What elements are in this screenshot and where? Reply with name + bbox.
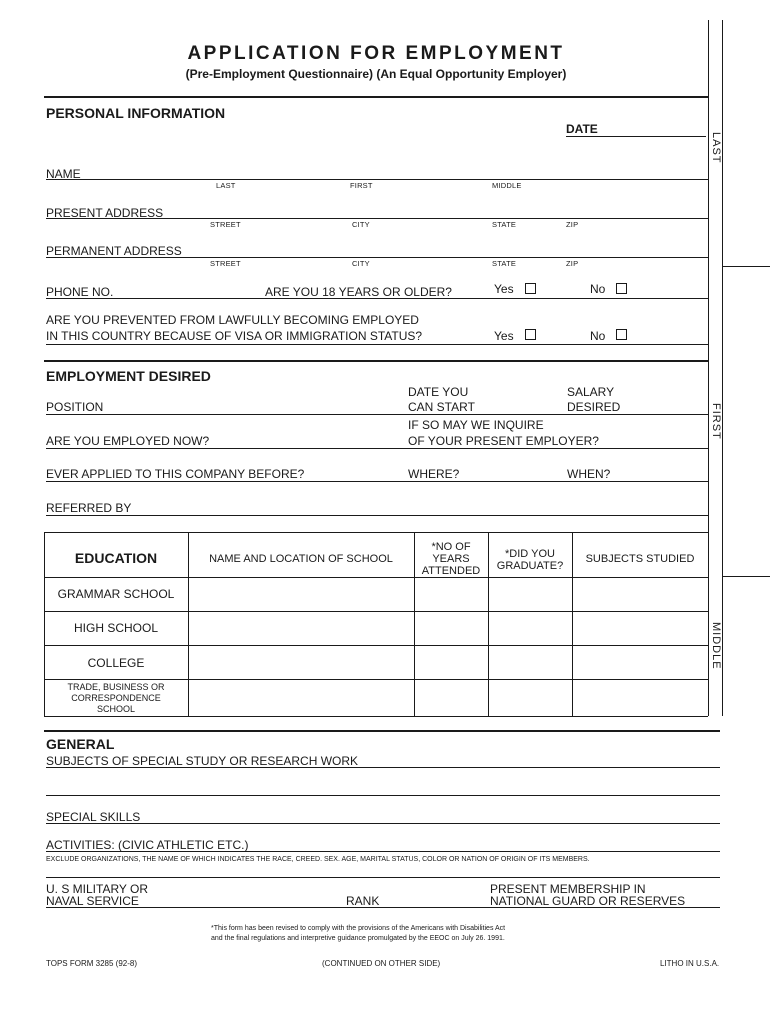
military-label-2: NAVAL SERVICE — [46, 894, 139, 908]
date-field[interactable] — [566, 136, 706, 137]
rank-label: RANK — [346, 894, 380, 908]
general-rule — [44, 730, 720, 732]
side-tab-border-right — [722, 20, 723, 716]
age-question: ARE YOU 18 YEARS OR OLDER? — [265, 285, 452, 299]
page-subtitle: (Pre-Employment Questionnaire) (An Equal Opportunity Employer) — [185, 67, 567, 81]
special-study-field[interactable] — [46, 767, 720, 768]
address-sub-state: STATE — [492, 220, 517, 229]
row-trade-3: SCHOOL — [96, 704, 135, 714]
row-grammar-school: GRAMMAR SCHOOL — [57, 587, 175, 601]
inquire-label-1: IF SO MAY WE INQUIRE — [408, 418, 544, 432]
visa-no-label: No — [590, 329, 606, 343]
guard-label-1: PRESENT MEMBERSHIP IN — [490, 882, 646, 896]
date-start-label-1: DATE YOU — [408, 385, 469, 399]
name-sub-last: LAST — [216, 181, 236, 190]
col-school-header: NAME AND LOCATION OF SCHOOL — [209, 553, 393, 565]
table-rule — [44, 716, 708, 717]
special-skills-label: SPECIAL SKILLS — [46, 810, 141, 824]
visa-yes-checkbox[interactable] — [525, 329, 536, 340]
table-rule — [44, 645, 708, 646]
permanent-address-field[interactable] — [46, 257, 708, 258]
special-study-field-2[interactable] — [46, 795, 720, 796]
activities-rule — [46, 877, 720, 878]
footnote-line2: and the final regulations and interpretive guidance promulgated by the EEOC on July 26. 1991. — [211, 935, 505, 942]
position-label: POSITION — [46, 400, 104, 414]
present-address-field[interactable] — [46, 218, 708, 219]
side-tab-first: FIRST — [710, 403, 722, 440]
age-no-label: No — [590, 282, 606, 296]
military-field[interactable] — [46, 907, 720, 908]
col-subjects-header: SUBJECTS STUDIED — [585, 553, 695, 565]
visa-question-line1: ARE YOU PREVENTED FROM LAWFULLY BECOMING EMPLOYED — [46, 313, 419, 327]
position-field[interactable] — [46, 414, 708, 415]
age-yes-checkbox[interactable] — [525, 283, 536, 294]
visa-rule — [46, 344, 708, 345]
col-graduate-header-2: GRADUATE? — [496, 560, 564, 572]
row-college: COLLEGE — [87, 656, 145, 670]
title-rule — [44, 96, 708, 98]
military-label-1: U. S MILITARY OR — [46, 882, 149, 896]
name-sub-middle: MIDDLE — [492, 181, 522, 190]
general-heading: GENERAL — [46, 736, 115, 752]
age-no-checkbox[interactable] — [616, 283, 627, 294]
employed-now-field[interactable] — [46, 448, 708, 449]
side-tab-middle: MIDDLE — [710, 622, 722, 670]
visa-question-line2: IN THIS COUNTRY BECAUSE OF VISA OR IMMIGRATION STATUS? — [46, 329, 423, 343]
activities-field[interactable] — [46, 851, 720, 852]
salary-label-2: DESIRED — [567, 400, 621, 414]
referred-by-field[interactable] — [46, 515, 708, 516]
personal-info-heading: PERSONAL INFORMATION — [46, 105, 226, 121]
inquire-label-2: OF YOUR PRESENT EMPLOYER? — [408, 434, 599, 448]
footnote-line1: *This form has been revised to comply with the provisions of the Americans with Disabilities Act — [211, 925, 506, 932]
table-rule — [44, 577, 708, 578]
permanent-address-label: PERMANENT ADDRESS — [46, 244, 182, 258]
side-tab-divider — [722, 576, 770, 577]
guard-label-2: NATIONAL GUARD OR RESERVES — [490, 894, 686, 908]
page-title: APPLICATION FOR EMPLOYMENT — [187, 43, 565, 64]
col-years-header-3: ATTENDED — [421, 565, 481, 577]
col-years-header-1: *NO OF — [431, 541, 471, 553]
side-tab-last: LAST — [710, 132, 722, 164]
address-sub-city: CITY — [352, 259, 370, 268]
visa-yes-label: Yes — [494, 329, 514, 343]
row-trade-1: TRADE, BUSINESS OR — [67, 682, 165, 692]
phone-label: PHONE NO. — [46, 285, 114, 299]
address-sub-zip: ZIP — [566, 220, 579, 229]
visa-no-checkbox[interactable] — [616, 329, 627, 340]
address-sub-state: STATE — [492, 259, 517, 268]
phone-field[interactable] — [46, 298, 708, 299]
employed-now-label: ARE YOU EMPLOYED NOW? — [46, 434, 210, 448]
name-field[interactable] — [46, 179, 708, 180]
referred-by-label: REFERRED BY — [46, 501, 132, 515]
table-rule — [44, 679, 708, 680]
continued-note: (CONTINUED ON OTHER SIDE) — [322, 959, 441, 968]
row-trade-2: CORRESPONDENCE — [71, 693, 161, 703]
employment-rule — [44, 360, 708, 362]
address-sub-zip: ZIP — [566, 259, 579, 268]
address-sub-street: STREET — [210, 259, 241, 268]
table-rule — [44, 611, 708, 612]
education-heading: EDUCATION — [74, 550, 158, 566]
litho-note: LITHO IN U.S.A. — [660, 959, 720, 968]
side-tab-border-left — [708, 20, 709, 716]
form-number: TOPS FORM 3285 (92-8) — [46, 959, 137, 968]
side-tab-divider — [722, 266, 770, 267]
where-label: WHERE? — [408, 467, 460, 481]
date-label: DATE — [566, 122, 598, 136]
col-years-header-2: YEARS — [432, 553, 470, 565]
employment-heading: EMPLOYMENT DESIRED — [46, 368, 211, 384]
special-study-label: SUBJECTS OF SPECIAL STUDY OR RESEARCH WORK — [46, 754, 359, 768]
salary-label-1: SALARY — [567, 385, 615, 399]
date-start-label-2: CAN START — [408, 400, 475, 414]
name-label: NAME — [46, 167, 81, 181]
table-rule — [44, 532, 708, 533]
col-graduate-header-1: *DID YOU — [505, 548, 555, 560]
name-sub-first: FIRST — [350, 181, 373, 190]
special-skills-field[interactable] — [46, 823, 720, 824]
address-sub-street: STREET — [210, 220, 241, 229]
activities-label: ACTIVITIES: (CIVIC ATHLETIC ETC.) — [46, 838, 249, 852]
ever-applied-field[interactable] — [46, 481, 708, 482]
address-sub-city: CITY — [352, 220, 370, 229]
row-high-school: HIGH SCHOOL — [73, 621, 158, 635]
ever-applied-label: EVER APPLIED TO THIS COMPANY BEFORE? — [46, 467, 305, 481]
exclude-note: EXCLUDE ORGANIZATIONS, THE NAME OF WHICH INDICATES THE RACE, CREED. SEX. AGE, MARITAL STATUS, COLOR OR NATION OF ORIGIN OF ITS MEMBERS. — [46, 856, 590, 863]
age-yes-label: Yes — [494, 282, 514, 296]
when-label: WHEN? — [567, 467, 611, 481]
present-address-label: PRESENT ADDRESS — [46, 206, 164, 220]
